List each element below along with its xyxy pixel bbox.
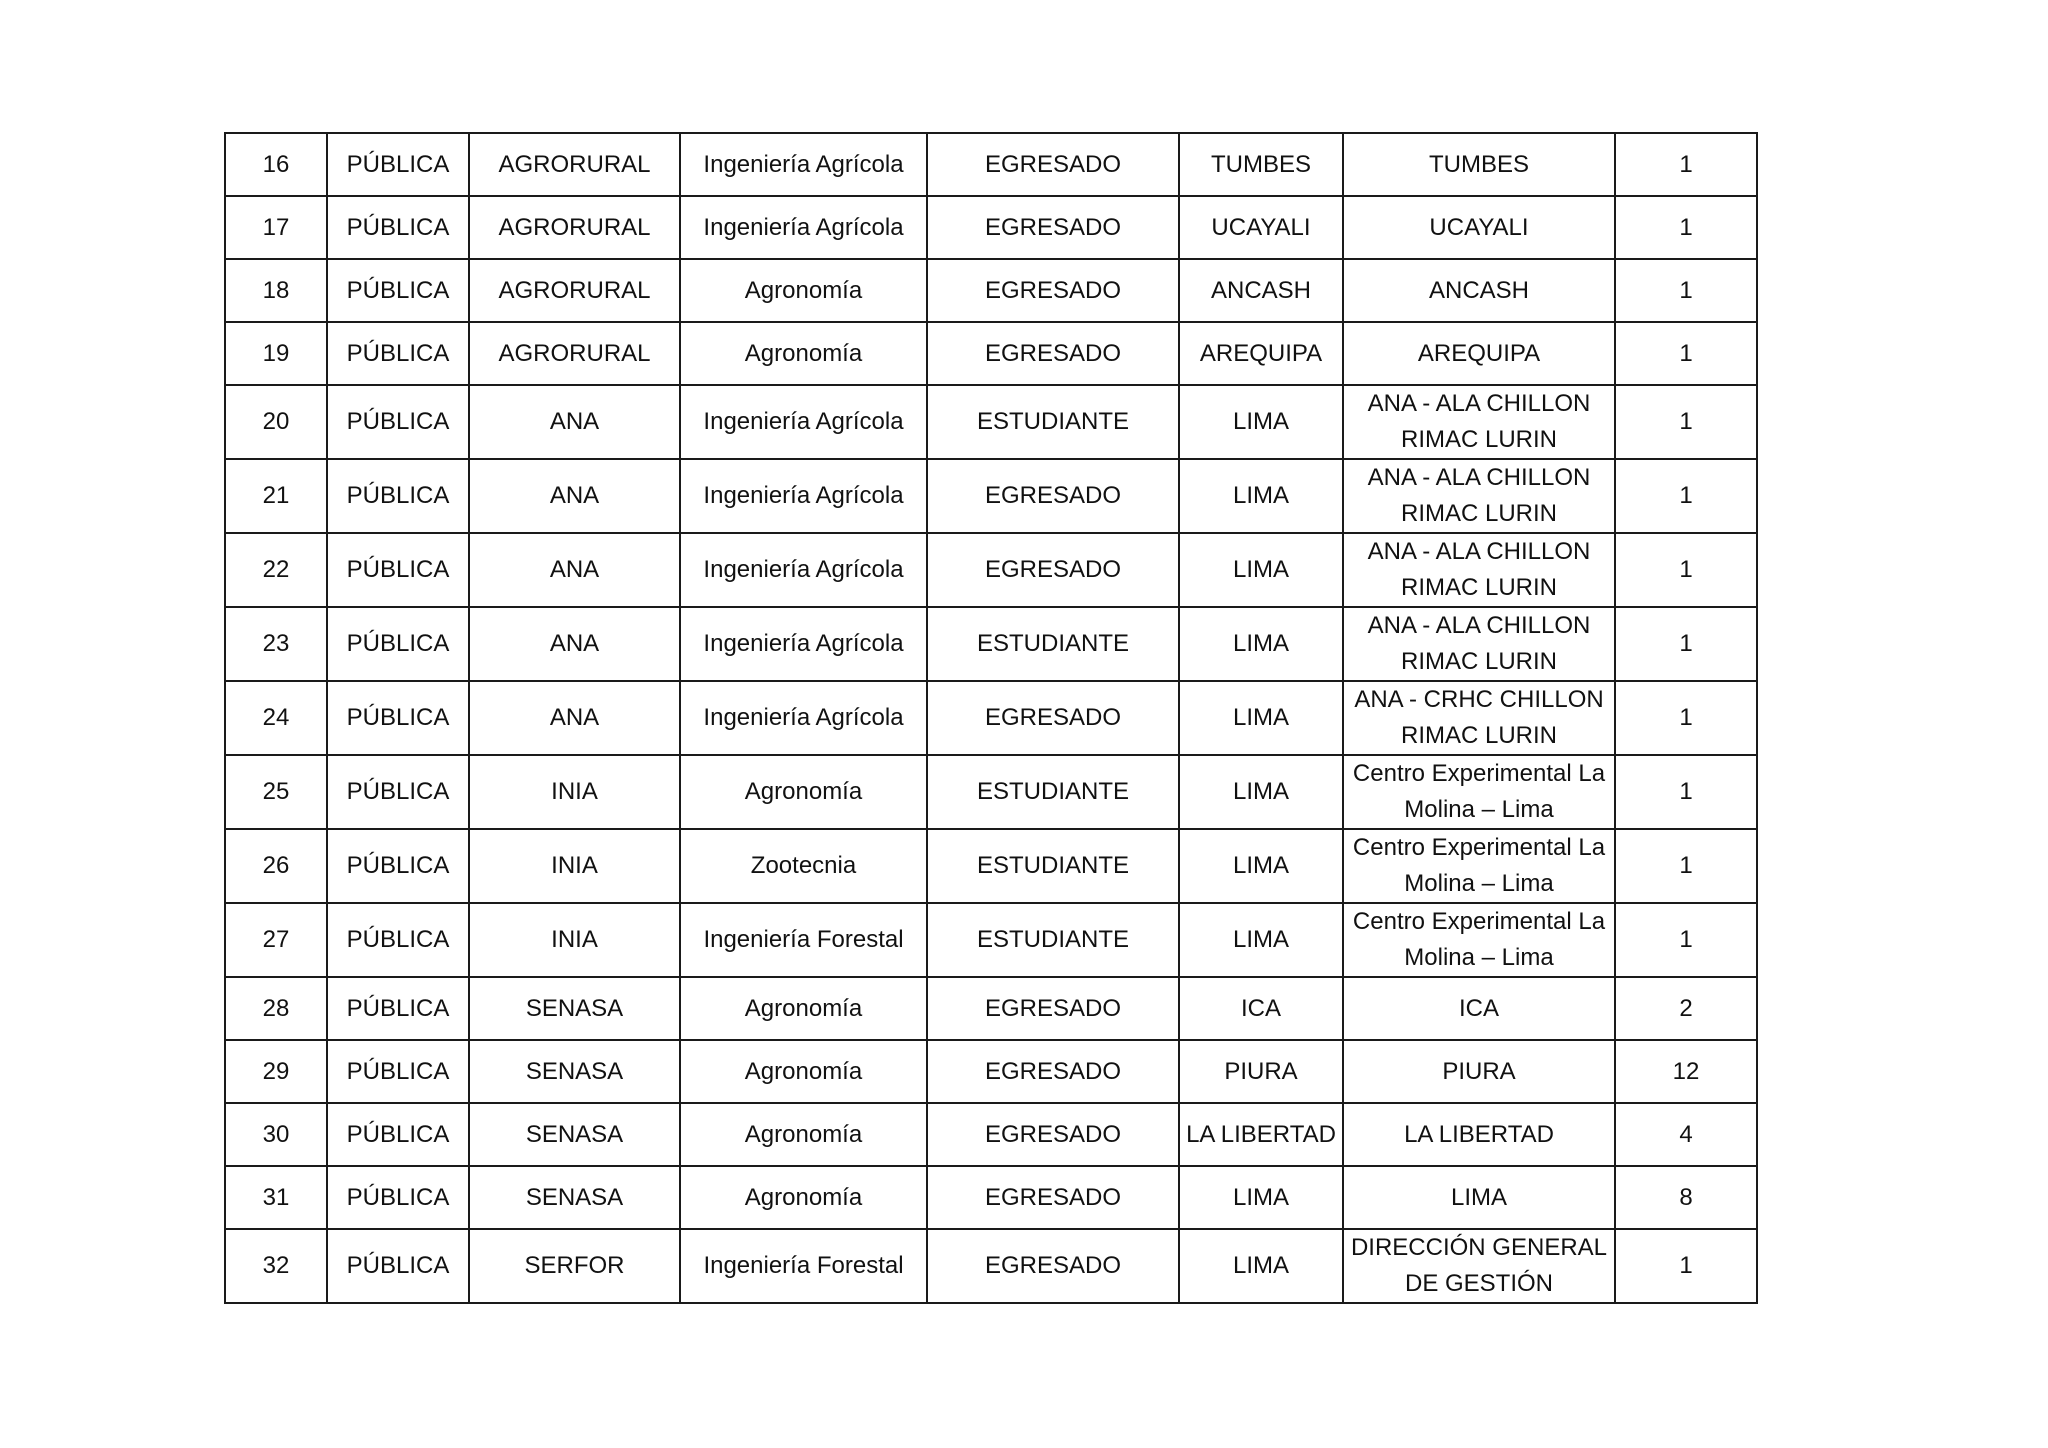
location-cell: ICA <box>1343 977 1615 1040</box>
sector-cell: PÚBLICA <box>327 322 469 385</box>
row-number-cell: 30 <box>225 1103 327 1166</box>
region-cell: LIMA <box>1179 681 1343 755</box>
vacancies-cell: 1 <box>1615 1229 1757 1303</box>
career-cell: Ingeniería Forestal <box>680 903 927 977</box>
table-row <box>225 1040 1757 1103</box>
region-cell: LIMA <box>1179 459 1343 533</box>
status-cell: EGRESADO <box>927 533 1179 607</box>
location-cell: PIURA <box>1343 1040 1615 1103</box>
sector-cell: PÚBLICA <box>327 533 469 607</box>
status-cell: EGRESADO <box>927 1103 1179 1166</box>
institution-cell: ANA <box>469 607 680 681</box>
location-cell: ANCASH <box>1343 259 1615 322</box>
region-cell: ICA <box>1179 977 1343 1040</box>
row-number-cell: 20 <box>225 385 327 459</box>
region-cell: LIMA <box>1179 1229 1343 1303</box>
sector-cell: PÚBLICA <box>327 1166 469 1229</box>
status-cell: EGRESADO <box>927 1229 1179 1303</box>
career-cell: Agronomía <box>680 755 927 829</box>
region-cell: AREQUIPA <box>1179 322 1343 385</box>
career-cell: Ingeniería Agrícola <box>680 681 927 755</box>
vacancies-cell: 2 <box>1615 977 1757 1040</box>
location-cell: ANA - CRHC CHILLON RIMAC LURIN <box>1343 681 1615 755</box>
career-cell: Ingeniería Agrícola <box>680 385 927 459</box>
region-cell: LIMA <box>1179 903 1343 977</box>
row-number-cell: 31 <box>225 1166 327 1229</box>
career-cell: Agronomía <box>680 259 927 322</box>
sector-cell: PÚBLICA <box>327 196 469 259</box>
sector-cell: PÚBLICA <box>327 459 469 533</box>
table-row <box>225 681 1757 755</box>
table-row <box>225 903 1757 977</box>
row-number-cell: 18 <box>225 259 327 322</box>
region-cell: LIMA <box>1179 607 1343 681</box>
region-cell: LIMA <box>1179 1166 1343 1229</box>
row-number-cell: 27 <box>225 903 327 977</box>
vacancies-cell: 1 <box>1615 903 1757 977</box>
location-cell: LIMA <box>1343 1166 1615 1229</box>
status-cell: EGRESADO <box>927 977 1179 1040</box>
location-cell: Centro Experimental La Molina – Lima <box>1343 903 1615 977</box>
row-number-cell: 22 <box>225 533 327 607</box>
status-cell: EGRESADO <box>927 459 1179 533</box>
table-row <box>225 133 1757 196</box>
vacancies-cell: 12 <box>1615 1040 1757 1103</box>
sector-cell: PÚBLICA <box>327 681 469 755</box>
region-cell: ANCASH <box>1179 259 1343 322</box>
career-cell: Ingeniería Agrícola <box>680 133 927 196</box>
location-cell: DIRECCIÓN GENERAL DE GESTIÓN <box>1343 1229 1615 1303</box>
institution-cell: SENASA <box>469 1103 680 1166</box>
vacancies-cell: 1 <box>1615 322 1757 385</box>
region-cell: TUMBES <box>1179 133 1343 196</box>
status-cell: ESTUDIANTE <box>927 755 1179 829</box>
status-cell: EGRESADO <box>927 681 1179 755</box>
row-number-cell: 16 <box>225 133 327 196</box>
sector-cell: PÚBLICA <box>327 259 469 322</box>
vacancies-cell: 1 <box>1615 196 1757 259</box>
row-number-cell: 29 <box>225 1040 327 1103</box>
row-number-cell: 19 <box>225 322 327 385</box>
sector-cell: PÚBLICA <box>327 385 469 459</box>
career-cell: Agronomía <box>680 1040 927 1103</box>
row-number-cell: 26 <box>225 829 327 903</box>
table-row <box>225 459 1757 533</box>
sector-cell: PÚBLICA <box>327 903 469 977</box>
table-row <box>225 385 1757 459</box>
row-number-cell: 28 <box>225 977 327 1040</box>
sector-cell: PÚBLICA <box>327 755 469 829</box>
career-cell: Agronomía <box>680 977 927 1040</box>
career-cell: Zootecnia <box>680 829 927 903</box>
region-cell: UCAYALI <box>1179 196 1343 259</box>
region-cell: LIMA <box>1179 829 1343 903</box>
status-cell: ESTUDIANTE <box>927 829 1179 903</box>
career-cell: Ingeniería Agrícola <box>680 196 927 259</box>
status-cell: ESTUDIANTE <box>927 385 1179 459</box>
row-number-cell: 17 <box>225 196 327 259</box>
location-cell: AREQUIPA <box>1343 322 1615 385</box>
status-cell: ESTUDIANTE <box>927 607 1179 681</box>
status-cell: EGRESADO <box>927 133 1179 196</box>
status-cell: EGRESADO <box>927 322 1179 385</box>
status-cell: EGRESADO <box>927 259 1179 322</box>
table-row <box>225 259 1757 322</box>
region-cell: LIMA <box>1179 755 1343 829</box>
institution-cell: SENASA <box>469 977 680 1040</box>
row-number-cell: 21 <box>225 459 327 533</box>
table-row <box>225 533 1757 607</box>
career-cell: Agronomía <box>680 1166 927 1229</box>
institution-cell: SENASA <box>469 1040 680 1103</box>
vacancies-cell: 1 <box>1615 681 1757 755</box>
vacancies-cell: 4 <box>1615 1103 1757 1166</box>
status-cell: EGRESADO <box>927 1166 1179 1229</box>
sector-cell: PÚBLICA <box>327 829 469 903</box>
location-cell: ANA - ALA CHILLON RIMAC LURIN <box>1343 533 1615 607</box>
table-row <box>225 196 1757 259</box>
table-row <box>225 977 1757 1040</box>
sector-cell: PÚBLICA <box>327 133 469 196</box>
institution-cell: ANA <box>469 385 680 459</box>
career-cell: Ingeniería Agrícola <box>680 459 927 533</box>
institution-cell: ANA <box>469 533 680 607</box>
sector-cell: PÚBLICA <box>327 1103 469 1166</box>
institution-cell: INIA <box>469 755 680 829</box>
status-cell: EGRESADO <box>927 196 1179 259</box>
table-row <box>225 607 1757 681</box>
career-cell: Ingeniería Agrícola <box>680 607 927 681</box>
vacancies-cell: 1 <box>1615 385 1757 459</box>
career-cell: Agronomía <box>680 322 927 385</box>
institution-cell: ANA <box>469 459 680 533</box>
institution-cell: INIA <box>469 829 680 903</box>
institution-cell: AGRORURAL <box>469 133 680 196</box>
institution-cell: INIA <box>469 903 680 977</box>
table-row <box>225 1229 1757 1303</box>
vacancies-cell: 1 <box>1615 607 1757 681</box>
status-cell: ESTUDIANTE <box>927 903 1179 977</box>
vacancies-cell: 1 <box>1615 133 1757 196</box>
career-cell: Ingeniería Agrícola <box>680 533 927 607</box>
institution-cell: SENASA <box>469 1166 680 1229</box>
sector-cell: PÚBLICA <box>327 977 469 1040</box>
location-cell: ANA - ALA CHILLON RIMAC LURIN <box>1343 607 1615 681</box>
location-cell: UCAYALI <box>1343 196 1615 259</box>
institution-cell: AGRORURAL <box>469 259 680 322</box>
region-cell: LA LIBERTAD <box>1179 1103 1343 1166</box>
location-cell: TUMBES <box>1343 133 1615 196</box>
institution-cell: AGRORURAL <box>469 322 680 385</box>
table-row <box>225 1166 1757 1229</box>
row-number-cell: 25 <box>225 755 327 829</box>
vacancies-cell: 1 <box>1615 829 1757 903</box>
table-row <box>225 1103 1757 1166</box>
row-number-cell: 24 <box>225 681 327 755</box>
location-cell: Centro Experimental La Molina – Lima <box>1343 755 1615 829</box>
vacancies-cell: 1 <box>1615 459 1757 533</box>
internship-table <box>224 132 1758 1304</box>
location-cell: ANA - ALA CHILLON RIMAC LURIN <box>1343 385 1615 459</box>
vacancies-cell: 1 <box>1615 755 1757 829</box>
vacancies-cell: 1 <box>1615 533 1757 607</box>
vacancies-cell: 8 <box>1615 1166 1757 1229</box>
institution-cell: AGRORURAL <box>469 196 680 259</box>
career-cell: Ingeniería Forestal <box>680 1229 927 1303</box>
career-cell: Agronomía <box>680 1103 927 1166</box>
status-cell: EGRESADO <box>927 1040 1179 1103</box>
sector-cell: PÚBLICA <box>327 607 469 681</box>
vacancies-cell: 1 <box>1615 259 1757 322</box>
institution-cell: ANA <box>469 681 680 755</box>
location-cell: LA LIBERTAD <box>1343 1103 1615 1166</box>
row-number-cell: 23 <box>225 607 327 681</box>
sector-cell: PÚBLICA <box>327 1229 469 1303</box>
location-cell: ANA - ALA CHILLON RIMAC LURIN <box>1343 459 1615 533</box>
region-cell: PIURA <box>1179 1040 1343 1103</box>
table-row <box>225 755 1757 829</box>
row-number-cell: 32 <box>225 1229 327 1303</box>
sector-cell: PÚBLICA <box>327 1040 469 1103</box>
location-cell: Centro Experimental La Molina – Lima <box>1343 829 1615 903</box>
table-row <box>225 322 1757 385</box>
region-cell: LIMA <box>1179 385 1343 459</box>
institution-cell: SERFOR <box>469 1229 680 1303</box>
region-cell: LIMA <box>1179 533 1343 607</box>
table-row <box>225 829 1757 903</box>
